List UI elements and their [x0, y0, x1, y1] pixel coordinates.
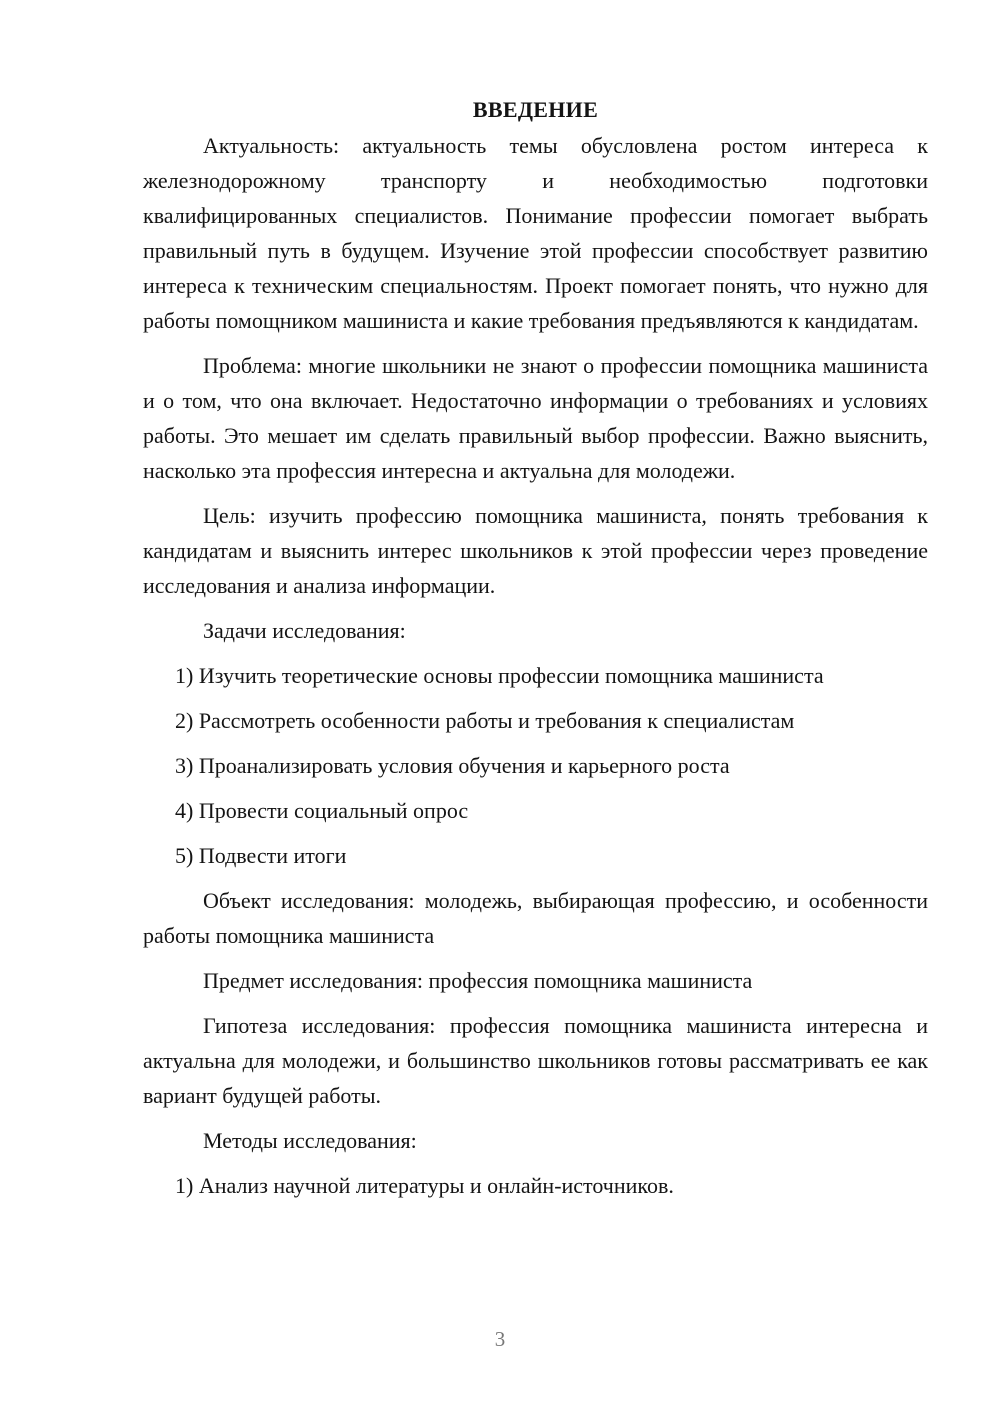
paragraph-subject: Предмет исследования: профессия помощника машиниста [203, 968, 753, 993]
paragraph-gap [143, 1158, 928, 1168]
paragraph-problem: Проблема: многие школьники не знают о профессии помощника машиниста и о том, что она включает. Недостаточно информации о требованиях и условиях работы. Это мешает им сделать правильный выбор профессии. Важно выяснить, насколько эта профессия интересна и актуальна для молодежи. [143, 353, 928, 483]
paragraph-gap [143, 648, 928, 658]
tasks-heading: Задачи исследования: [203, 618, 406, 643]
paragraph-gap [143, 998, 928, 1008]
task-item: 1) Изучить теоретические основы профессии помощника машиниста [175, 663, 824, 688]
paragraph-gap [143, 338, 928, 348]
page-number: 3 [494, 1327, 506, 1351]
task-item: 2) Рассмотреть особенности работы и требования к специалистам [175, 708, 795, 733]
task-item: 5) Подвести итоги [175, 843, 347, 868]
paragraph-gap [143, 1113, 928, 1123]
paragraph-gap [143, 953, 928, 963]
paragraph-gap [143, 873, 928, 883]
paragraph-gap [143, 828, 928, 838]
document-page [143, 92, 928, 1203]
method-item: 1) Анализ научной литературы и онлайн-источников. [175, 1173, 674, 1198]
paragraph-gap [143, 603, 928, 613]
paragraph-relevance: Актуальность: актуальность темы обусловлена ростом интереса к железнодорожному транспорту и необходимостью подготовки квалифицированных специалистов. Понимание профессии помогает выбрать правильный путь в будущем. Изучение этой профессии способствует развитию интереса к техническим специальностям. Проект помогает понять, что нужно для работы помощником машиниста и какие требования предъявляются к кандидатам. [143, 133, 928, 333]
methods-heading: Методы исследования: [203, 1128, 417, 1153]
paragraph-gap [143, 783, 928, 793]
task-item: 3) Проанализировать условия обучения и карьерного роста [175, 753, 730, 778]
paragraph-gap [143, 738, 928, 748]
paragraph-hypothesis: Гипотеза исследования: профессия помощника машиниста интересна и актуальна для молодежи, и большинство школьников готовы рассматривать ее как вариант будущей работы. [143, 1013, 928, 1108]
section-title: ВВЕДЕНИЕ [472, 97, 599, 122]
paragraph-gap [143, 488, 928, 498]
paragraph-object: Объект исследования: молодежь, выбирающая профессию, и особенности работы помощника машиниста [143, 888, 928, 948]
task-item: 4) Провести социальный опрос [175, 798, 469, 823]
paragraph-gap [143, 693, 928, 703]
paragraph-goal: Цель: изучить профессию помощника машиниста, понять требования к кандидатам и выяснить интерес школьников к этой профессии через проведение исследования и анализа информации. [143, 503, 928, 598]
